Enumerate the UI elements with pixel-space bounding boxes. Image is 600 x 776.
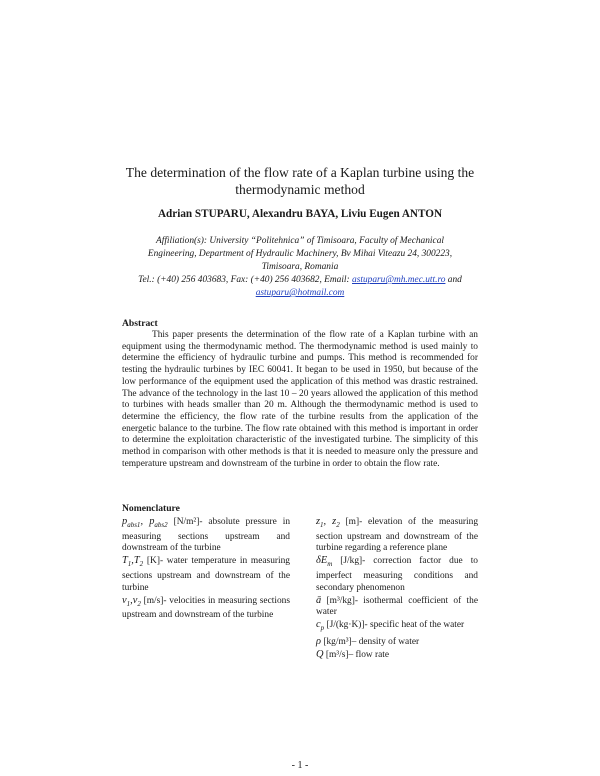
abstract-heading: Abstract: [122, 318, 158, 329]
nomenclature-unit: [J/kg]: [340, 556, 363, 567]
nomenclature-symbol: $z_1$, $z_2$: [316, 516, 340, 530]
nomenclature-unit: [K]: [146, 556, 160, 567]
title-line-1: The determination of the flow rate of a Kaplan turbine using the: [125, 165, 475, 180]
nomenclature-right-column: [316, 516, 478, 662]
nomenclature-heading: Nomenclature: [122, 503, 180, 514]
nomenclature-desc: - correction factor due to imperfect measuring conditions and secondary phenomenon: [316, 556, 478, 593]
nomenclature-item: [122, 516, 290, 555]
nomenclature-unit: [J/(kg·K)]: [326, 620, 365, 631]
affiliation-line-1: Affiliation(s): University “Politehnica” of Timisoara, Faculty of Mechanical: [156, 236, 444, 246]
nomenclature-desc: – flow rate: [348, 649, 390, 660]
contact-prefix: Tel.: (+40) 256 403683, Fax: (+40) 256 403682, Email:: [138, 275, 352, 285]
affiliation-line-3: Timisoara, Romania: [261, 262, 339, 272]
nomenclature-item: [316, 636, 478, 649]
nomenclature-unit: [N/m²]: [173, 517, 200, 527]
nomenclature-item: [316, 649, 478, 662]
contact-and: and: [445, 275, 462, 285]
authors: Adrian STUPARU, Alexandru BAYA, Liviu Eugen ANTON: [157, 208, 443, 220]
nomenclature-desc: – density of water: [351, 636, 420, 647]
nomenclature-desc: - isothermal coefficient of the water: [316, 595, 479, 618]
nomenclature-left-column: [122, 516, 290, 622]
nomenclature-desc: - water temperature in measuring sections upstream and downstream of the turbine: [122, 556, 290, 593]
nomenclature-symbol: $c_p$: [316, 619, 325, 633]
affiliation-block: [110, 235, 490, 300]
nomenclature-item: [122, 555, 290, 594]
nomenclature-item: [316, 619, 478, 635]
nomenclature-unit: [kg/m³]: [323, 636, 352, 647]
nomenclature-unit: [m/s]: [143, 595, 164, 606]
nomenclature-desc: - elevation of the measuring section upstream and downstream of the turbine regarding a reference plane: [316, 517, 479, 554]
nomenclature-desc: - velocities in measuring sections upstream and downstream of the turbine: [122, 595, 290, 621]
nomenclature-item: [316, 516, 478, 555]
nomenclature-desc: - specific heat of the water: [364, 620, 465, 631]
contact-line-2: [110, 287, 490, 300]
paper-title: [120, 164, 480, 198]
nomenclature-unit: [m³/kg]: [326, 595, 355, 606]
nomenclature-symbol: ρ: [316, 635, 321, 647]
nomenclature-desc: - absolute pressure in measuring sections upstream and downstream of the turbine: [122, 517, 291, 554]
email-link-2[interactable]: astuparu@hotmail.com: [255, 288, 345, 298]
nomenclature-symbol: $p_{abs1}$, $p_{abs2}$: [122, 516, 168, 530]
nomenclature-unit: [m³/s]: [325, 649, 349, 660]
page-number: - 1 -: [291, 760, 309, 771]
nomenclature-unit: [m]: [345, 517, 360, 527]
nomenclature-symbol: ā: [316, 594, 322, 606]
nomenclature-item: [316, 555, 478, 594]
nomenclature-symbol: $T_1,T_2$: [122, 555, 144, 569]
nomenclature-symbol: $\delta E_m$: [316, 555, 333, 569]
abstract-text: This paper presents the determination of the flow rate of a Kaplan turbine with an equipment using the thermodynamic method. The thermodynamic method is used mainly to determine the efficiency of hydraulic turbine and pumps. This method is recommended for testing the hydraulic turbines by IEC 60041. It began to be used in 1950, but because of the low performance of the equipment used the application of this method was drastic restrained. The advance of the technology in the last 10 – 20 years allowed the application of this method to turbines with heads smaller than 20 m. Although the thermodynamic method is used to determine the efficiency, the flow rate of the turbine results from the application of the energetic balance to the turbine. The flow rate obtained with this method is important in order to determine the exploitation characteristic of the investigated turbine. The simplicity of this method in comparison with other methods is that it is needed to measure only the pressure and temperature upstream and downstream of the turbine in order to obtain the flow rate.: [122, 330, 478, 469]
affiliation-line-2: Engineering, Department of Hydraulic Machinery, Bv Mihai Viteazu 24, 300223,: [147, 249, 453, 259]
nomenclature-symbol: Q: [316, 648, 324, 660]
contact-line: [110, 274, 490, 287]
nomenclature-item: [122, 595, 290, 622]
nomenclature-item: [316, 595, 478, 619]
email-link-1[interactable]: astuparu@mh.mec.utt.ro: [352, 275, 446, 285]
nomenclature-symbol: $v_1,v_2$: [122, 594, 141, 608]
title-line-2: thermodynamic method: [235, 182, 365, 197]
